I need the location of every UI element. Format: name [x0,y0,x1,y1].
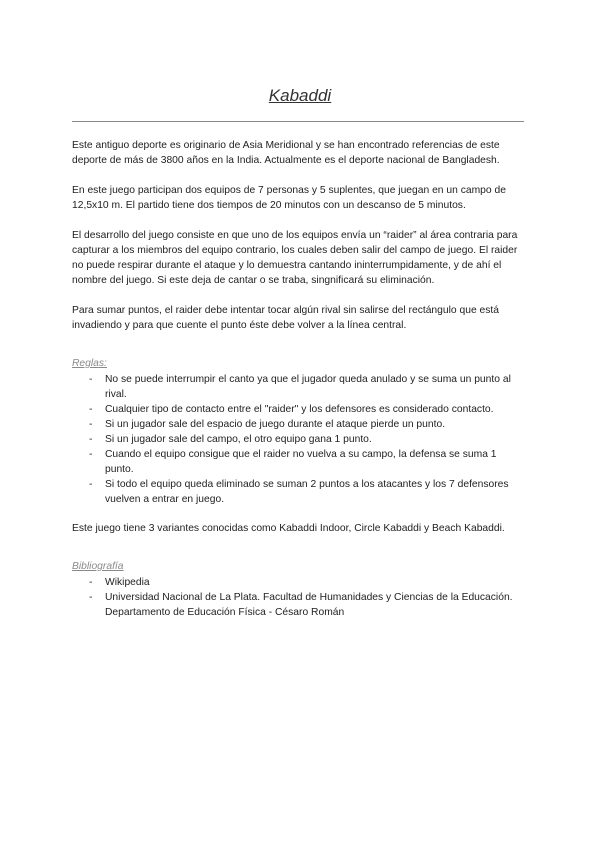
list-item: - Cuando el equipo consigue que el raider no vuelva a su campo, la defensa se suma 1 punto. [72,447,528,477]
paragraph-origin: Este antiguo deporte es originario de Asia Meridional y se han encontrado referencias de este deporte de más de 3800 años en la India. Actualmente es el deporte nacional de Bangladesh. [72,140,500,166]
rules-heading: Reglas: [72,358,107,369]
rules-list [72,372,528,507]
paragraph-scoring: Para sumar puntos, el raider debe intentar tocar algún rival sin salirse del rectángulo que está invadiendo y para que cuente el punto éste debe volver a la línea central. [72,305,499,331]
list-item: - No se puede interrumpir el canto ya que el jugador queda anulado y se suma un punto al rival. [72,372,528,402]
paragraph-teams: En este juego participan dos equipos de 7 personas y 5 suplentes, que juegan en un campo de 12,5x10 m. El partido tiene dos tiempos de 20 minutos con un descanso de 5 minutos. [72,185,506,211]
bibliography-list [72,575,528,620]
bibliography-heading: Bibliografía [72,561,124,572]
paragraph-gameplay: El desarrollo del juego consiste en que uno de los equipos envía un “raider” al área contraria para capturar a los miembros del equipo contrario, los cuales deben salir del campo de juego. El raider no puede respirar durante el ataque y lo demuestra cantando ininterrumpidamente, y de ahí el nombre del juego. Si este deja de cantar o se traba, singnificará su eliminación. [72,230,518,286]
paragraph-variants: Este juego tiene 3 variantes conocidas como Kabaddi Indoor, Circle Kabaddi y Beach Kabaddi. [72,523,505,534]
list-item: - Si todo el equipo queda eliminado se suman 2 puntos a los atacantes y los 7 defensores vuelven a entrar en juego. [72,477,528,507]
list-item: - Si un jugador sale del espacio de juego durante el ataque pierde un punto. [72,417,528,432]
title-divider [72,121,524,122]
list-item: - Wikipedia [72,575,528,590]
document-body [72,138,528,634]
list-item: - Universidad Nacional de La Plata. Facultad de Humanidades y Ciencias de la Educación. Departamento de Educación Física - Césaro Román [72,590,528,620]
document-title: Kabaddi [268,86,332,105]
list-item: - Cualquier tipo de contacto entre el "raider" y los defensores es considerado contacto. [72,402,528,417]
list-item: - Si un jugador sale del campo, el otro equipo gana 1 punto. [72,432,528,447]
